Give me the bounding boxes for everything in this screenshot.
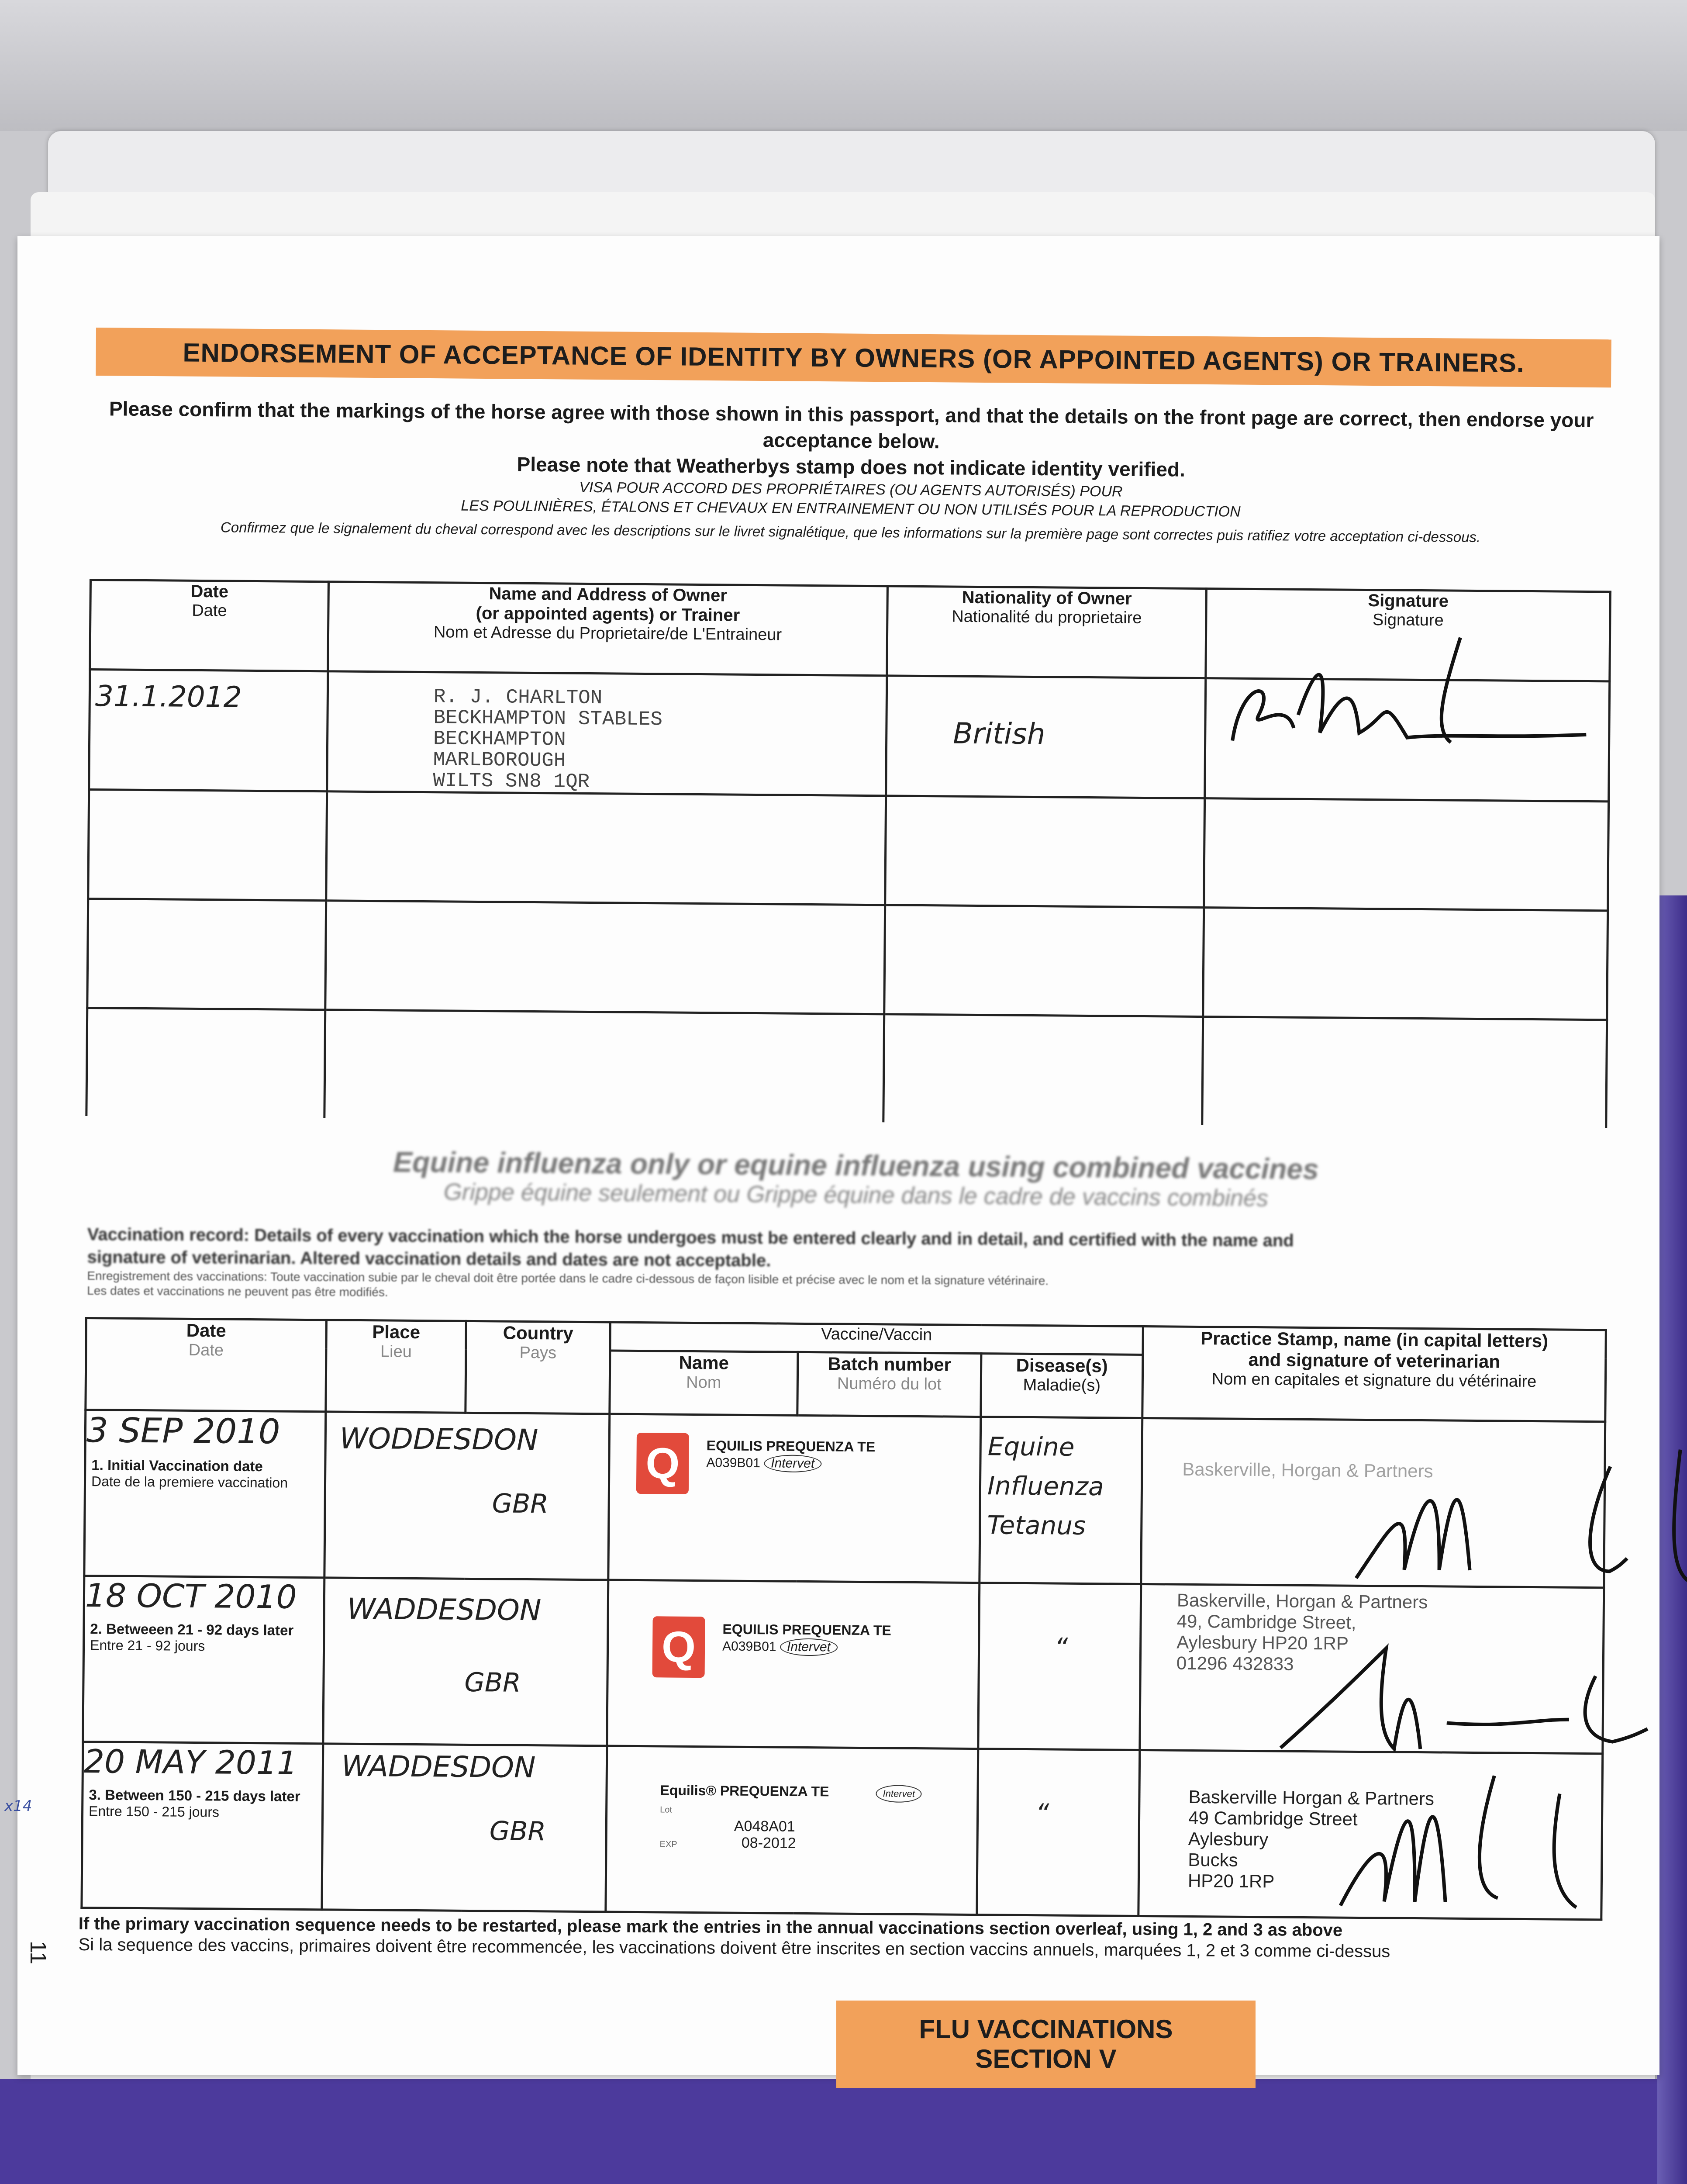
- vacc-date-cell: [82, 1742, 323, 1909]
- vacc-country: GBR: [492, 1488, 549, 1520]
- record-fr-2: Les dates et vaccinations ne peuvent pas être modifiés.: [87, 1283, 388, 1299]
- vacc-stamp-cell: [1138, 1750, 1603, 1919]
- q-logo-icon: Q: [636, 1433, 689, 1494]
- vacc-place-country: [324, 1412, 610, 1580]
- header-date: Date Date: [90, 580, 329, 671]
- instructions-fr-2: LES POULINIÈRES, ÉTALONS ET CHEVAUX EN ENTRAINEMENT OU NON UTILISÉS POUR LA REPRODUCTION: [461, 497, 1241, 520]
- endorsement-address-stamp: [327, 671, 887, 796]
- vacc-label: EQUILIS PREQUENZA TE A039B01 Intervet: [706, 1438, 875, 1473]
- vacc-date-cell: [83, 1576, 324, 1744]
- endorsement-signature: [1205, 678, 1610, 802]
- instructions-fr-1: VISA POUR ACCORD DES PROPRIÉTAIRES (OU AGENTS AUTORISÉS) POUR: [579, 479, 1123, 500]
- header-signature: Signature Signature: [1206, 589, 1611, 681]
- vacc-label: EQUILIS PREQUENZA TE A039B01 Intervet: [722, 1621, 891, 1656]
- vacc-label-cell: [607, 1580, 980, 1749]
- vacc-place-country: [322, 1744, 607, 1912]
- instructions-line-1: Please confirm that the markings of the horse agree with those shown in this passport, and that the details on the front page are correct, then endorse your acceptance below.: [109, 397, 1594, 453]
- vacc-date-label: 1. Initial Vaccination date Date de la premiere vaccination: [91, 1457, 288, 1491]
- vet-signature-mark: [1305, 1757, 1612, 1916]
- vacc-disease: “: [1054, 1632, 1068, 1663]
- header-disease: Disease(s) Maladie(s): [981, 1354, 1143, 1418]
- passport-cover-bottom: [0, 2079, 1687, 2184]
- q-logo-icon: Q: [652, 1616, 705, 1678]
- header-date: Date Date: [86, 1318, 327, 1412]
- vet-signature-mark: [1339, 1438, 1687, 1590]
- endorsement-row: [89, 670, 1610, 802]
- vacc-place-country: [323, 1578, 608, 1746]
- vacc-date-label: 2. Betweeen 21 - 92 days later Entre 21 - 92 jours: [90, 1621, 294, 1654]
- intervet-logo-icon: Intervet: [780, 1638, 838, 1656]
- vacc-place: WADDESDON: [347, 1592, 542, 1628]
- vacc-country: GBR: [464, 1667, 521, 1698]
- header-nationality: Nationality of Owner Nationalité du proprietaire: [887, 586, 1207, 678]
- endorsement-banner-text: ENDORSEMENT OF ACCEPTANCE OF IDENTITY BY OWNERS (OR APPOINTED AGENTS) OR TRAINERS.: [183, 338, 1525, 378]
- header-country: Country Pays: [466, 1321, 611, 1414]
- vacc-stamp-cell: [1140, 1584, 1604, 1754]
- endorsement-row: [86, 1008, 1607, 1128]
- vet-stamp: Baskerville Horgan & Partners 49 Cambridge Street Aylesbury Bucks HP20 1RP: [1187, 1786, 1435, 1892]
- header-batch: Batch number Numéro du lot: [797, 1352, 981, 1417]
- vacc-date: 20 MAY 2011: [83, 1743, 298, 1782]
- owner-address: R. J. CHARLTON BECKHAMPTON STABLES BECKHAMPTON MARLBOROUGH WILTS SN8 1QR: [433, 685, 663, 794]
- restart-note-en: If the primary vaccination sequence needs to be restarted, please mark the entries in the annual vaccinations section overleaf, using 1, 2 and 3 as above: [78, 1914, 1343, 1940]
- vaccination-row-1: [84, 1410, 1605, 1588]
- record-fr-1: Enregistrement des vaccinations: Toute vaccination subie par le cheval doit être portée dans le cadre ci-dessous de façon lisible et précise avec le nom et la signature vétérinaire.: [87, 1268, 1049, 1288]
- record-line-2: signature of veterinarian. Altered vaccination details and dates are not acceptable.: [87, 1247, 771, 1271]
- vacc-place: WODDESDON: [339, 1421, 538, 1457]
- header-place: Place Lieu: [326, 1320, 466, 1413]
- vaccination-subtitle: Grippe équine seulement ou Grippe équine dans le cadre de vaccins combinés: [443, 1178, 1269, 1212]
- endorsement-date: 31.1.2012: [89, 670, 328, 791]
- vacc-label-cell: [608, 1414, 981, 1583]
- header-vaccine-name: Name Nom: [610, 1351, 798, 1415]
- vacc-label-cell: [606, 1746, 978, 1915]
- vaccination-title: Equine influenza only or equine influenza using combined vaccines: [393, 1145, 1319, 1185]
- signature-mark: [1215, 627, 1609, 761]
- vet-stamp: Baskerville, Horgan & Partners 49, Cambridge Street, Aylesbury HP20 1RP 01296 432833: [1176, 1590, 1428, 1674]
- vacc-date-label: 3. Between 150 - 215 days later Entre 150 - 215 jours: [88, 1787, 300, 1820]
- vet-signature-mark: [1263, 1621, 1657, 1755]
- header-vaccine: Vaccine/Vaccin: [610, 1322, 1143, 1355]
- instructions-fr-3: Confirmez que le signalement du cheval correspond avec les descriptions sur le livret signalétique, que les informations sur la première page sont correctes puis ratifiez votre acceptation ci-dessous.: [220, 519, 1481, 545]
- intervet-logo-icon: Intervet: [876, 1785, 922, 1803]
- section-label-line-2: SECTION V: [975, 2044, 1117, 2073]
- vacc-label: Equilis® PREQUENZA TE Intervet Lot A048A01 EXP 08-2012: [659, 1782, 922, 1854]
- endorsement-row: [87, 898, 1608, 1019]
- endorsement-table: [85, 579, 1611, 1128]
- header-owner: Name and Address of Owner (or appointed agents) or Trainer Nom et Adresse du Proprietaire/de L'Entraineur: [328, 582, 888, 676]
- vacc-stamp-cell: [1141, 1418, 1605, 1588]
- vaccination-table: [80, 1317, 1607, 1921]
- restart-note-fr: Si la sequence des vaccins, primaires doivent être recommencée, les vaccinations doivent être inscrites en section vaccins annuels, marquées 1, 2 et 3 comme ci-dessus: [78, 1935, 1390, 1961]
- vaccination-record-instructions: [87, 1223, 1607, 1306]
- vacc-country: GBR: [489, 1816, 546, 1847]
- header-practice-stamp: Practice Stamp, name (in capital letters) and signature of veterinarian Nom en capitales et signature du vétérinaire: [1142, 1327, 1606, 1422]
- vacc-date: 18 OCT 2010: [85, 1577, 297, 1616]
- endorsement-instructions: [90, 395, 1611, 548]
- vacc-disease: “: [1035, 1798, 1049, 1829]
- instructions-line-2: Please note that Weatherbys stamp does not indicate identity verified.: [517, 453, 1186, 481]
- intervet-logo-icon: Intervet: [764, 1455, 821, 1472]
- section-label: [836, 2001, 1256, 2088]
- vacc-disease-cell: [977, 1749, 1140, 1916]
- vacc-disease: Equine Influenza Tetanus: [987, 1431, 1104, 1541]
- vacc-disease-cell: [980, 1417, 1142, 1584]
- page-number: 11: [25, 1941, 51, 1964]
- section-label-line-1: FLU VACCINATIONS: [919, 2015, 1173, 2044]
- vaccination-row-2: [83, 1576, 1604, 1754]
- restart-instructions: [78, 1913, 1607, 1963]
- record-line-1: Vaccination record: Details of every vaccination which the horse undergoes must be entered clearly and in detail, and certified with the name and: [87, 1225, 1294, 1251]
- vacc-place: WADDESDON: [341, 1749, 536, 1785]
- vacc-disease-cell: [978, 1583, 1141, 1750]
- endorsement-row: [88, 790, 1609, 911]
- vacc-date-cell: [84, 1410, 326, 1578]
- vaccination-row-3: [82, 1742, 1603, 1919]
- scan-background-top: [0, 0, 1687, 131]
- vet-stamp: Baskerville, Horgan & Partners: [1182, 1458, 1433, 1482]
- endorsement-nationality: British: [886, 676, 1206, 798]
- margin-note: x14: [4, 1797, 32, 1815]
- vacc-date: 3 SEP 2010: [86, 1411, 280, 1452]
